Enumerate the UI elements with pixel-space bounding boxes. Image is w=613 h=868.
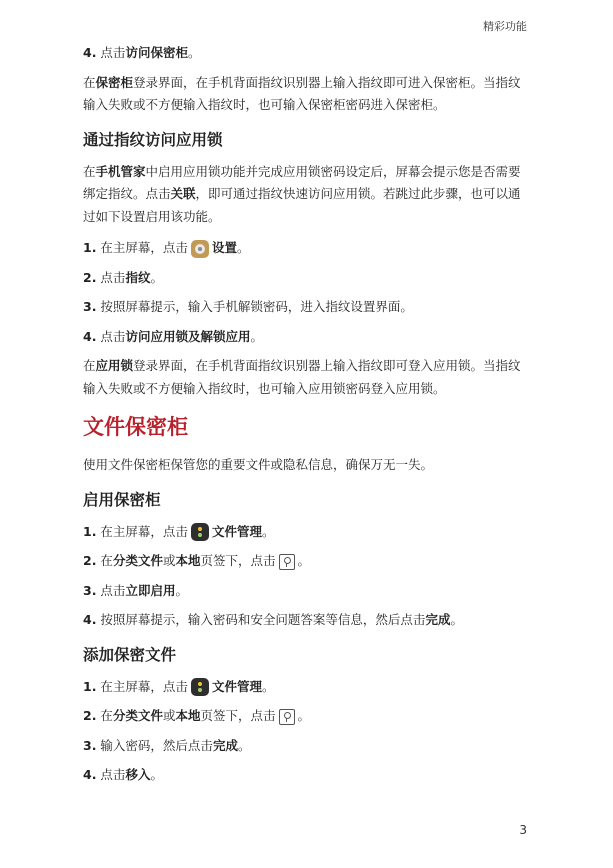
step-number: 3. xyxy=(83,737,97,753)
ui-term: 设置 xyxy=(211,240,237,255)
step-text: 或 xyxy=(162,553,176,568)
step-4-move-in xyxy=(83,764,531,787)
ui-term: 应用锁 xyxy=(95,358,134,373)
step-text: 。 xyxy=(250,328,263,344)
text: 登录界面，在手机背面指纹识别器上输入指纹即可进入保密柜。当指纹输入失败或不方便输入指纹时，也可输入保密柜密码进入保密柜。 xyxy=(83,74,521,112)
step-text: 在 xyxy=(96,553,113,568)
step-2-tap-safe xyxy=(83,550,531,573)
step-number: 2. xyxy=(83,708,97,723)
app-lock-login-paragraph xyxy=(83,355,531,400)
step-text: 。 xyxy=(236,240,250,255)
step-text: 。 xyxy=(187,45,201,60)
step-4-app-lock xyxy=(83,326,531,349)
step-3-enter-password xyxy=(83,735,531,758)
file-manager-icon xyxy=(191,523,209,541)
step-text: 页签下，点击 xyxy=(200,708,276,723)
step-text: 。 xyxy=(261,678,275,694)
step-text: 输入密码，然后点击 xyxy=(96,737,213,753)
ui-term: 文件管理 xyxy=(211,523,262,539)
file-manager-icon xyxy=(191,678,209,696)
ui-term: 指纹 xyxy=(125,269,151,285)
step-number: 4. xyxy=(83,328,97,344)
step-text: 点击 xyxy=(96,767,126,782)
text: 中启用应用锁功能并完成应用锁密码设定后，屏幕会提示您是否需要绑定指纹。点击 xyxy=(83,163,521,201)
ui-term: 访问应用锁及解锁应用 xyxy=(125,328,251,344)
step-text: 按照屏幕提示，输入手机解锁密码，进入指纹设置界面。 xyxy=(96,299,413,314)
step-4-open-safe xyxy=(83,42,531,65)
running-header: 精彩功能 xyxy=(483,20,527,33)
step-text: 或 xyxy=(162,708,176,723)
step-text: 。 xyxy=(150,269,163,285)
step-text: 页签下，点击 xyxy=(200,553,276,568)
step-2-tap-safe xyxy=(83,705,531,728)
ui-term: 保密柜 xyxy=(95,74,134,90)
safe-icon xyxy=(279,554,295,570)
step-number: 4. xyxy=(83,767,97,782)
section-title-enable-safe: 启用保密柜 xyxy=(83,490,161,509)
step-text: 在主屏幕，点击 xyxy=(96,678,188,694)
step-text: 点击 xyxy=(96,45,126,60)
step-text: 点击 xyxy=(96,269,126,285)
step-text: 按照屏幕提示，输入密码和安全问题答案等信息，然后点击 xyxy=(96,612,426,627)
ui-term: 立即启用 xyxy=(125,582,176,598)
step-number: 2. xyxy=(83,269,97,285)
ui-term: 本地 xyxy=(175,553,201,568)
page-number: 3 xyxy=(519,823,527,837)
step-3-enable-now xyxy=(83,580,531,603)
step-text: 点击 xyxy=(96,328,126,344)
ui-term: 分类文件 xyxy=(112,708,163,723)
ui-term: 手机管家 xyxy=(95,163,146,179)
step-number: 1. xyxy=(83,240,97,255)
ui-term: 本地 xyxy=(175,708,201,723)
step-text: 。 xyxy=(450,612,463,627)
section-title-add-files: 添加保密文件 xyxy=(83,645,177,664)
step-number: 4. xyxy=(83,612,97,627)
ui-term: 移入 xyxy=(125,767,151,782)
safe-login-paragraph xyxy=(83,72,531,117)
step-text: 。 xyxy=(237,737,251,753)
ui-term: 分类文件 xyxy=(112,553,163,568)
step-number: 1. xyxy=(83,678,97,694)
safe-icon xyxy=(279,709,295,725)
step-number: 1. xyxy=(83,523,97,539)
step-text: 。 xyxy=(175,582,188,598)
step-number: 2. xyxy=(83,553,97,568)
chapter-title-file-safe: 文件保密柜 xyxy=(83,415,188,439)
text: 登录界面，在手机背面指纹识别器上输入指纹即可登入应用锁。当指纹输入失败或不方便输入指纹时，也可输入应用锁密码登入应用锁。 xyxy=(83,358,521,396)
step-text: 。 xyxy=(261,523,275,539)
ui-term: 完成 xyxy=(425,612,451,627)
step-3-enter-password xyxy=(83,296,531,319)
page-content xyxy=(83,42,531,794)
step-text: 。 xyxy=(150,767,163,782)
ui-term: 完成 xyxy=(212,737,238,753)
text: 在 xyxy=(83,74,96,90)
step-number: 3. xyxy=(83,582,97,598)
step-number: 4. xyxy=(83,45,97,60)
step-1-open-files xyxy=(83,521,531,544)
step-number: 3. xyxy=(83,299,97,314)
step-text: 。 xyxy=(297,708,311,723)
file-safe-intro: 使用文件保密柜保管您的重要文件或隐私信息，确保万无一失。 xyxy=(83,457,434,472)
step-1-open-files xyxy=(83,676,531,699)
step-1-open-settings xyxy=(83,237,531,260)
step-text: 在主屏幕，点击 xyxy=(96,240,188,255)
app-lock-intro xyxy=(83,161,531,229)
step-2-fingerprint xyxy=(83,267,531,290)
step-text: 在 xyxy=(96,708,113,723)
settings-icon xyxy=(191,240,209,258)
step-text: 点击 xyxy=(96,582,126,598)
text: ，即可通过指纹快速访问应用锁。若跳过此步骤，也可以通过如下设置启用该功能。 xyxy=(83,186,521,224)
step-4-finish-setup xyxy=(83,609,531,632)
ui-term: 访问保密柜 xyxy=(125,45,188,60)
ui-term: 关联 xyxy=(170,186,196,201)
step-text: 。 xyxy=(297,553,311,568)
step-text: 在主屏幕，点击 xyxy=(96,523,188,539)
text: 在 xyxy=(83,163,96,179)
ui-term: 文件管理 xyxy=(211,678,262,694)
text: 在 xyxy=(83,358,96,373)
section-title-app-lock: 通过指纹访问应用锁 xyxy=(83,130,223,149)
